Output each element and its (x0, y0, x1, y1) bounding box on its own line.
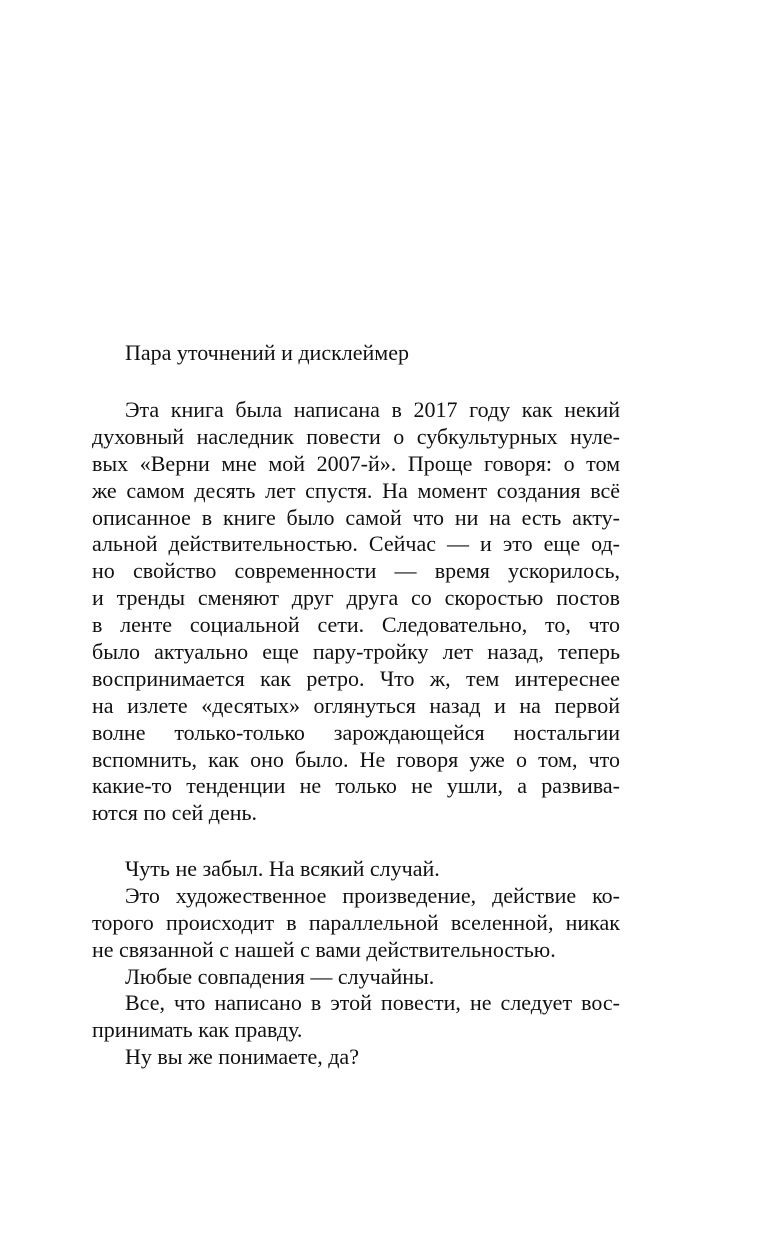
text-line: волне только-только зарождающейся ностальгии (92, 719, 620, 745)
text-line: на излете «десятых» оглянуться назад и на первой (92, 692, 620, 718)
text-line: в ленте социальной сети. Следовательно, то, что (92, 612, 620, 638)
text-line: описанное в книге было самой что ни на есть акту- (92, 504, 620, 530)
text-line: вых «Верни мне мой 2007-й». Проще говоря: о том (92, 450, 620, 476)
text-line: и тренды сменяют друг друга со скоростью постов (92, 585, 620, 611)
text-line: духовный наследник повести о субкультурных нуле- (92, 423, 620, 449)
text-line: принимать как правду. (92, 1017, 303, 1043)
disclaimer-paragraph-2 (92, 856, 620, 1071)
text-line: ются по сей день. (92, 800, 258, 826)
text-line: Это художественное произведение, действие ко- (125, 882, 620, 908)
text-line: Любые совпадения — случайны. (125, 963, 435, 989)
section-heading: Пара уточнений и дисклеймер (125, 340, 409, 365)
text-line: было актуально еще пару-тройку лет назад, теперь (92, 639, 620, 665)
text-line: вспомнить, как оно было. Не говоря уже о том, что (92, 746, 620, 772)
text-line: торого происходит в параллельной вселенной, никак (92, 909, 620, 935)
text-line: альной действительностью. Сейчас — и это еще од- (92, 531, 620, 557)
text-line: Чуть не забыл. На всякий случай. (125, 856, 440, 881)
text-line: Ну вы же понимаете, да? (125, 1044, 359, 1070)
text-line: но свойство современности — время ускорилось, (92, 558, 620, 584)
text-line: воспринимается как ретро. Что ж, тем интереснее (92, 665, 620, 691)
text-line: Эта книга была написана в 2017 году как некий (125, 397, 620, 422)
disclaimer-paragraph-1 (92, 397, 620, 827)
text-line: не связанной с нашей с вами действительностью. (92, 936, 556, 962)
text-line: Все, что написано в этой повести, не следует вос- (125, 990, 620, 1016)
text-line: какие-то тенденции не только не ушли, а развива- (92, 773, 620, 799)
text-line: же самом десять лет спустя. На момент создания всё (92, 477, 620, 503)
